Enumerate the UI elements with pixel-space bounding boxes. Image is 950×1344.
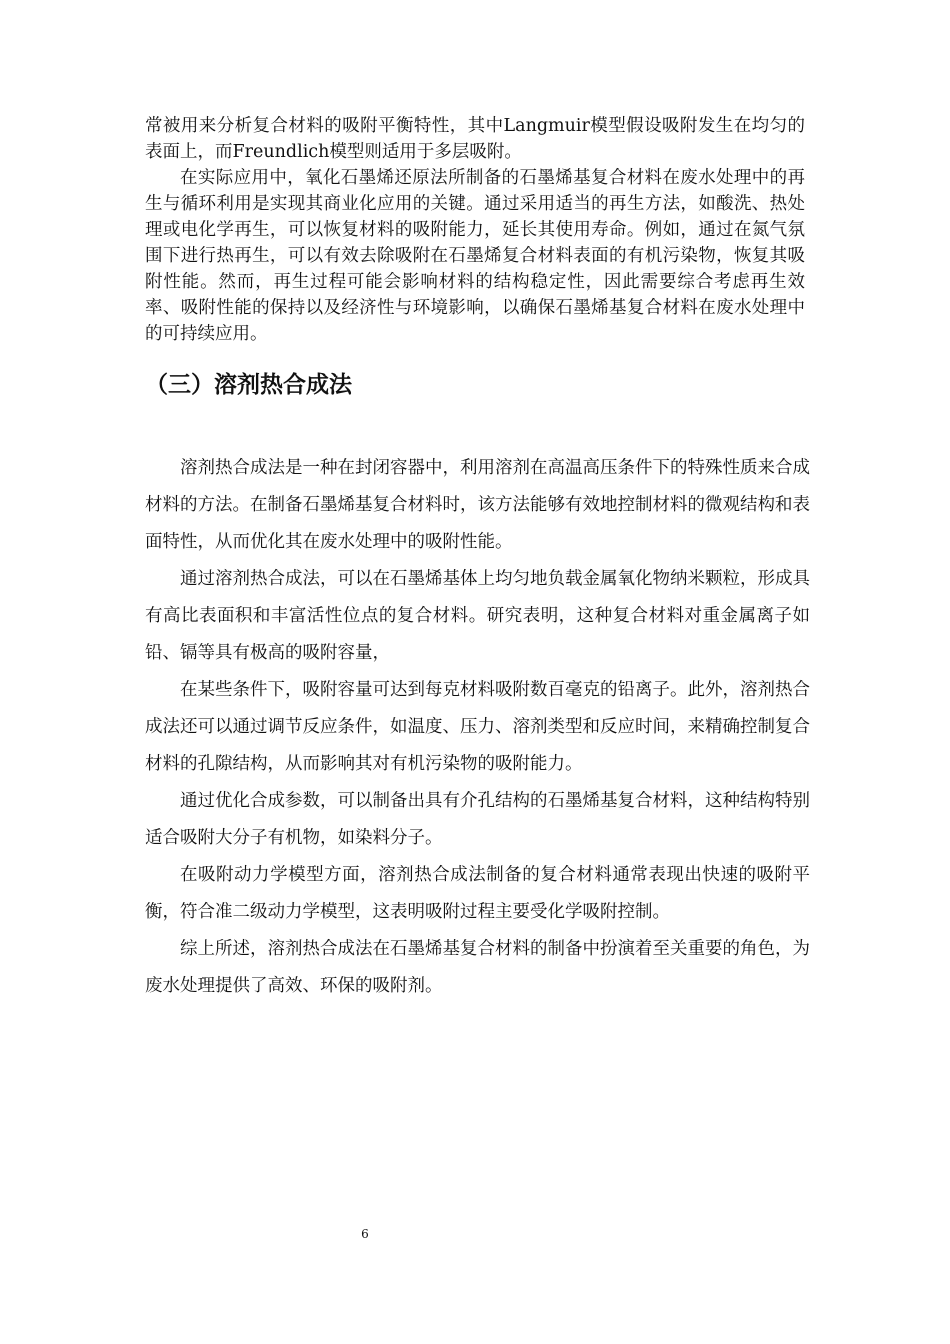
section-body: [145, 450, 810, 1005]
paragraph: 在某些条件下，吸附容量可达到每克材料吸附数百毫克的铅离子。此外，溶剂热合成法还可以通过调节反应条件，如温度、压力、溶剂类型和反应时间，来精确控制复合材料的孔隙结构，从而影响其对有机污染物的吸附能力。: [145, 680, 810, 774]
page-number: 6: [361, 1227, 369, 1241]
paragraph-regeneration: 在实际应用中，氧化石墨烯还原法所制备的石墨烯基复合材料在废水处理中的再生与循环利用是实现其商业化应用的关键。通过采用适当的再生方法，如酸洗、热处理或电化学再生，可以恢复材料的吸附能力，延长其使用寿命。例如，通过在氮气氛围下进行热再生，可以有效去除吸附在石墨烯复合材料表面的有机污染物，恢复其吸附性能。然而，再生过程可能会影响材料的结构稳定性，因此需要综合考虑再生效率、吸附性能的保持以及经济性与环境影响，以确保石墨烯基复合材料在废水处理中的可持续应用。: [145, 168, 805, 344]
top-text-block: [145, 113, 805, 347]
section-heading: （三）溶剂热合成法: [145, 372, 352, 398]
paragraph: 溶剂热合成法是一种在封闭容器中，利用溶剂在高温高压条件下的特殊性质来合成材料的方法。在制备石墨烯基复合材料时，该方法能够有效地控制材料的微观结构和表面特性，从而优化其在废水处理中的吸附性能。: [145, 458, 810, 552]
paragraph: 通过优化合成参数，可以制备出具有介孔结构的石墨烯基复合材料，这种结构特别适合吸附大分子有机物，如染料分子。: [145, 791, 810, 848]
paragraph: 在吸附动力学模型方面，溶剂热合成法制备的复合材料通常表现出快速的吸附平衡，符合准二级动力学模型，这表明吸附过程主要受化学吸附控制。: [145, 865, 810, 922]
paragraph-continuation: 常被用来分析复合材料的吸附平衡特性，其中Langmuir模型假设吸附发生在均匀的表面上，而Freundlich模型则适用于多层吸附。: [145, 116, 805, 162]
paragraph: 通过溶剂热合成法，可以在石墨烯基体上均匀地负载金属氧化物纳米颗粒，形成具有高比表面积和丰富活性位点的复合材料。研究表明，这种复合材料对重金属离子如铅、镉等具有极高的吸附容量，: [145, 569, 810, 663]
paragraph: 综上所述，溶剂热合成法在石墨烯基复合材料的制备中扮演着至关重要的角色，为废水处理提供了高效、环保的吸附剂。: [145, 939, 810, 996]
